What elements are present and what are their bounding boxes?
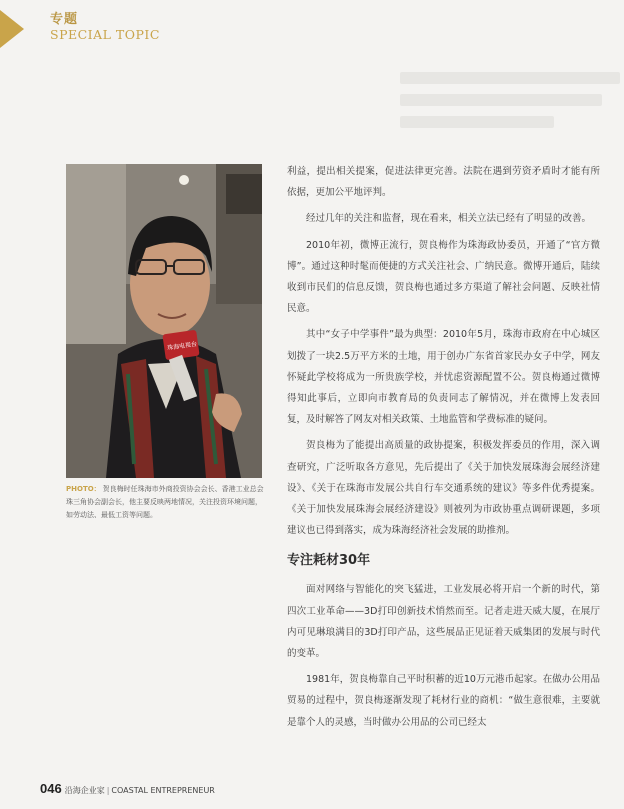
photo-caption-text: 贺良梅时任珠海市外商投资协会会长、香港工业总会珠三角协会副会长，他主要反映两地情况，关注投资环境问题，如劳动法、最低工资等问题。 [66, 485, 264, 519]
section-title-en: SPECIAL TOPIC [50, 27, 160, 42]
page-footer [40, 781, 215, 795]
page-number: 046 [40, 781, 62, 796]
section-title-cn: 专题 [50, 12, 79, 27]
article-paragraph: 1981年，贺良梅靠自己平时积蓄的近10万元港币起家。在做办公用品贸易的过程中，贺良梅逐渐发现了耗材行业的商机：“做生意很难，主要就是靠个人的灵感，当时做办公用品的公司已经太 [287, 674, 600, 728]
bleed-through-text [400, 62, 620, 148]
portrait-photo [66, 164, 262, 478]
article-paragraph: 经过几年的关注和监督，现在看来，相关立法已经有了明显的改善。 [306, 213, 592, 225]
section-marker-triangle [0, 10, 24, 48]
article-paragraph: 利益，提出相关提案，促进法律更完善。法院在遇到劳资矛盾时才能有所依据，更加公平地评判。 [287, 166, 600, 199]
footer-separator: | [106, 786, 110, 795]
article-body [287, 161, 600, 738]
article-subheading: 专注耗材30年 [287, 553, 371, 569]
photo-caption [66, 483, 266, 522]
magazine-name-en: COASTAL ENTREPRENEUR [111, 786, 215, 795]
article-paragraph: 其中“女子中学事件”最为典型：2010年5月，珠海市政府在中心城区划拨了一块2.5万平方米的土地，用于创办广东省首家民办女子中学，网友怀疑此学校将成为一所贵族学校，并忧虑资源配置不公。贺良梅通过微博得知此事后，立即向市教育局的负责同志了解情况，并在微博上发表回复，及时解答了网友对相关政策、土地监管和学费标准的疑问。 [287, 329, 600, 426]
mic-logo-text: 珠海电视台 [166, 340, 198, 352]
article-paragraph: 贺良梅为了能提出高质量的政协提案，积极发挥委员的作用，深入调查研究，广泛听取各方意见，先后提出了《关于加快发展珠海会展经济建设》、《关于在珠海市发展公共自行车交通系统的建议》等多件优秀提案。《关于加快发展珠海会展经济建设》则被列为市政协重点调研课题，多项建议也已得到落实，成为珠海经济社会发展的助推剂。 [287, 440, 600, 537]
article-paragraph: 面对网络与智能化的突飞猛进，工业发展必将开启一个新的时代，第四次工业革命——3D打印创新技术悄然而至。记者走进天威大厦，在展厅内可见琳琅满目的3D打印产品，这些展品正见证着天威集团的发展与时代的变革。 [287, 584, 600, 660]
article-paragraph: 2010年初，微博正流行，贺良梅作为珠海政协委员，开通了“官方微博”。通过这种时髦而便捷的方式关注社会、广纳民意。微博开通后，陆续收到市民们的信息反馈，贺良梅也通过多方渠道了解社会问题、反映社情民意。 [287, 239, 600, 315]
photo-label: PHOTO： [66, 485, 101, 493]
magazine-name-cn: 沿海企业家 [64, 786, 105, 795]
